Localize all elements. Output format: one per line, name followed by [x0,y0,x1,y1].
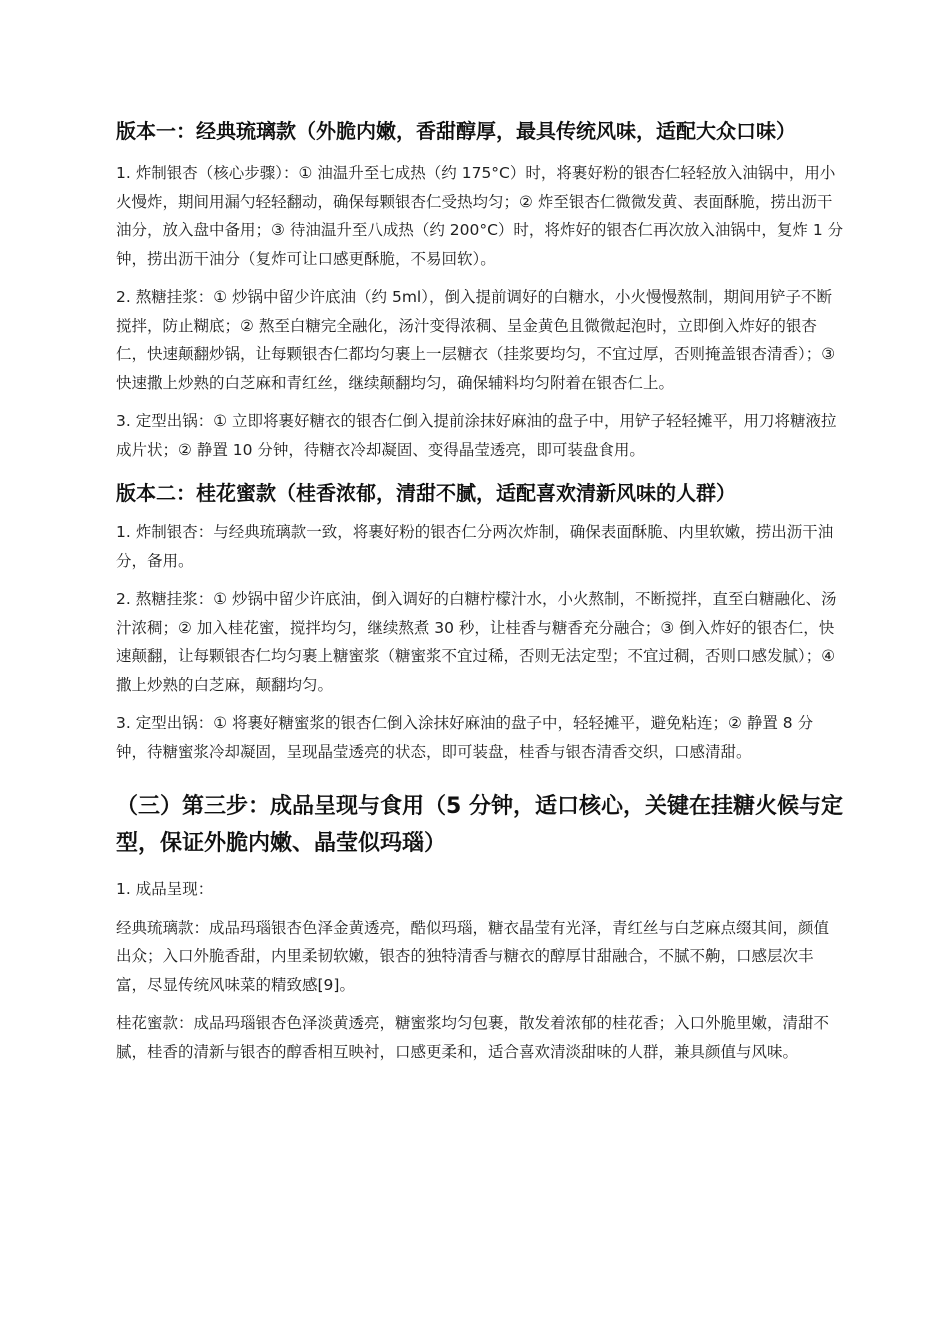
version1-step-shape: 3. 定型出锅：① 立即将裹好糖衣的银杏仁倒入提前涂抹好麻油的盘子中，用铲子轻轻摊平，用刀将糖液拉成片状；② 静置 10 分钟，待糖衣冷却凝固、变得晶莹透亮，即可装盘食用。 [116,412,837,459]
version2-step-shape: 3. 定型出锅：① 将裹好糖蜜浆的银杏仁倒入涂抹好麻油的盘子中，轻轻摊平，避免粘连；② 静置 8 分钟，待糖蜜浆冷却凝固，呈现晶莹透亮的状态，即可装盘，桂香与银杏清香交织，口感清甜。 [116,714,814,761]
version1-step-fry: 1. 炸制银杏（核心步骤）：① 油温升至七成热（约 175°C）时，将裹好粉的银杏仁轻轻放入油锅中，用小火慢炸，期间用漏勺轻轻翻动，确保每颗银杏仁受热均匀；② 炸至银杏仁微微发黄、表面酥脆，捞出沥干油分，放入盘中备用；③ 待油温升至八成热（约 200°C）时，将炸好的银杏仁再次放入油锅中，复炸 1 分钟，捞出沥干油分（复炸可让口感更酥脆，不易回软）。 [116,164,844,268]
version2-step-fry: 1. 炸制银杏：与经典琉璃款一致，将裹好粉的银杏仁分两次炸制，确保表面酥脆、内里软嫩，捞出沥干油分，备用。 [116,523,834,570]
version1-heading: 版本一：经典琉璃款（外脆内嫩，香甜醇厚，最具传统风味，适配大众口味） [116,119,796,143]
document-page [116,110,844,1066]
version1-step-syrup: 2. 熬糖挂浆：① 炒锅中留少许底油（约 5ml），倒入提前调好的白糖水，小火慢慢熬制，期间用铲子不断搅拌，防止糊底；② 熬至白糖完全融化，汤汁变得浓稠、呈金黄色且微微起泡时，立即倒入炸好的银杏仁，快速颠翻炒锅，让每颗银杏仁都均匀裹上一层糖衣（挂浆要均匀，不宜过厚，否则掩盖银杏清香）；③ 快速撒上炒熟的白芝麻和青红丝，继续颠翻均匀，确保辅料均匀附着在银杏仁上。 [116,288,836,392]
step3-heading: （三）第三步：成品呈现与食用（5 分钟，适口核心，关键在挂糖火候与定型，保证外脆内嫩、晶莹似玛瑙） [116,794,843,856]
version2-step-syrup: 2. 熬糖挂浆：① 炒锅中留少许底油，倒入调好的白糖柠檬汁水，小火熬制，不断搅拌，直至白糖融化、汤汁浓稠；② 加入桂花蜜，搅拌均匀，继续熬煮 30 秒，让桂香与糖香充分融合；③ 倒入炸好的银杏仁，快速颠翻，让每颗银杏仁均匀裹上糖蜜浆（糖蜜浆不宜过稀，否则无法定型；不宜过稠，否则口感发腻）；④ 撒上炒熟的白芝麻，颠翻均匀。 [116,590,837,694]
step3-classic-description: 经典琉璃款：成品玛瑙银杏色泽金黄透亮，酷似玛瑙，糖衣晶莹有光泽，青红丝与白芝麻点缀其间，颜值出众；入口外脆香甜，内里柔韧软嫩，银杏的独特清香与糖衣的醇厚甘甜融合，不腻不齁，口感层次丰富，尽显传统风味菜的精致感[9]。 [116,918,830,994]
version2-heading: 版本二：桂花蜜款（桂香浓郁，清甜不腻，适配喜欢清新风味的人群） [116,481,736,505]
step3-intro: 1. 成品呈现： [116,880,214,898]
step3-osmanthus-description: 桂花蜜款：成品玛瑙银杏色泽淡黄透亮，糖蜜浆均匀包裹，散发着浓郁的桂花香；入口外脆里嫩，清甜不腻，桂香的清新与银杏的醇香相互映衬，口感更柔和，适合喜欢清淡甜味的人群，兼具颜值与风味。 [116,1014,830,1061]
